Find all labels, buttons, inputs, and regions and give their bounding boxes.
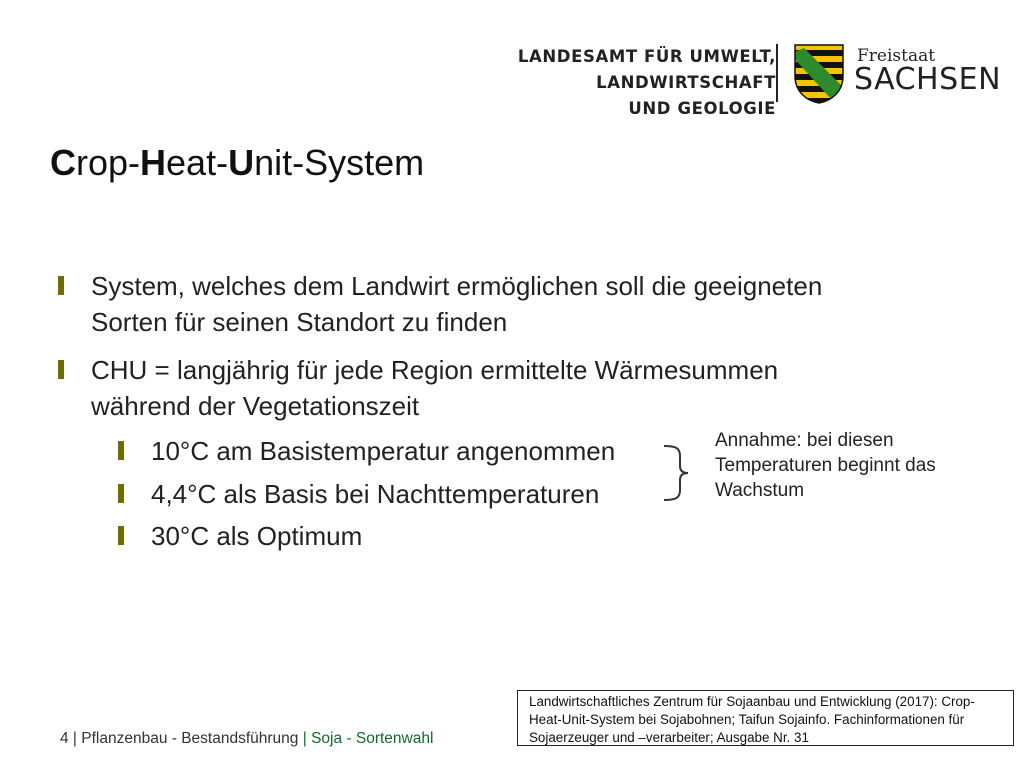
- sub-bullet-item: [118, 518, 362, 554]
- sub-bullet-item: [118, 433, 615, 469]
- org-name: [518, 44, 776, 122]
- bullet-marker-icon: [118, 526, 124, 545]
- bullet-line1: CHU = langjährig für jede Region ermittelte Wärmesummen: [91, 355, 779, 385]
- org-name-line3: UND GEOLOGIE: [628, 99, 776, 118]
- annotation-line3: Wachstum: [715, 480, 805, 501]
- bullet-marker-icon: [58, 360, 64, 379]
- saxony-coat-of-arms-icon: [794, 44, 844, 104]
- org-name-line2: LANDWIRTSCHAFT: [596, 73, 776, 92]
- bullet-text: [91, 352, 991, 424]
- page-title: [50, 142, 424, 184]
- footer-separator: |: [68, 730, 82, 747]
- bullet-marker-icon: [118, 484, 124, 503]
- sub-bullet-text: 10°C am Basistemperatur angenommen: [151, 436, 616, 466]
- bullet-line2: Sorten für seinen Standort zu finden: [91, 307, 508, 337]
- source-line1: Landwirtschaftliches Zentrum für Sojaanbau und Entwicklung (2017): Crop-: [529, 694, 975, 709]
- org-name-line1: LANDESAMT FÜR UMWELT,: [517, 47, 776, 66]
- title-c: C: [50, 142, 76, 183]
- title-nit: nit-System: [254, 142, 425, 183]
- footer-section: Pflanzenbau - Bestandsführung: [81, 730, 299, 747]
- footer-topic: Soja - Sortenwahl: [311, 730, 434, 747]
- source-citation-box: [517, 690, 1014, 746]
- bullet-marker-icon: [58, 276, 64, 295]
- logo-divider: [776, 44, 778, 102]
- sub-bullet-text: 4,4°C als Basis bei Nachttemperaturen: [151, 479, 600, 509]
- state-label-small: Freistaat: [857, 46, 936, 66]
- state-label-big: SACHSEN: [854, 62, 1002, 97]
- bullet-marker-icon: [118, 441, 124, 460]
- curly-brace-icon: [662, 444, 702, 502]
- title-h: H: [140, 142, 167, 183]
- title-u: U: [228, 142, 255, 183]
- footer-separator: |: [298, 730, 312, 747]
- sub-bullet-text: 30°C als Optimum: [151, 521, 363, 551]
- sub-bullet-item: [118, 476, 599, 512]
- title-rop: rop-: [76, 142, 141, 183]
- bullet-item: [58, 352, 991, 424]
- bullet-item: [58, 268, 991, 340]
- bullet-line1: System, welches dem Landwirt ermöglichen soll die geeigneten: [91, 271, 823, 301]
- footer-page-number: 4: [60, 730, 69, 747]
- title-eat: eat-: [166, 142, 229, 183]
- footer: [60, 730, 433, 748]
- bullet-line2: während der Vegetationszeit: [91, 391, 420, 421]
- bullet-text: [91, 268, 991, 340]
- annotation-line1: Annahme: bei diesen: [715, 430, 894, 451]
- source-line3: Sojaerzeuger und –verarbeiter; Ausgabe Nr. 31: [529, 730, 809, 745]
- annotation-note: [715, 428, 1005, 503]
- annotation-line2: Temperaturen beginnt das: [715, 455, 936, 476]
- source-line2: Heat-Unit-System bei Sojabohnen; Taifun Sojainfo. Fachinformationen für: [529, 712, 965, 727]
